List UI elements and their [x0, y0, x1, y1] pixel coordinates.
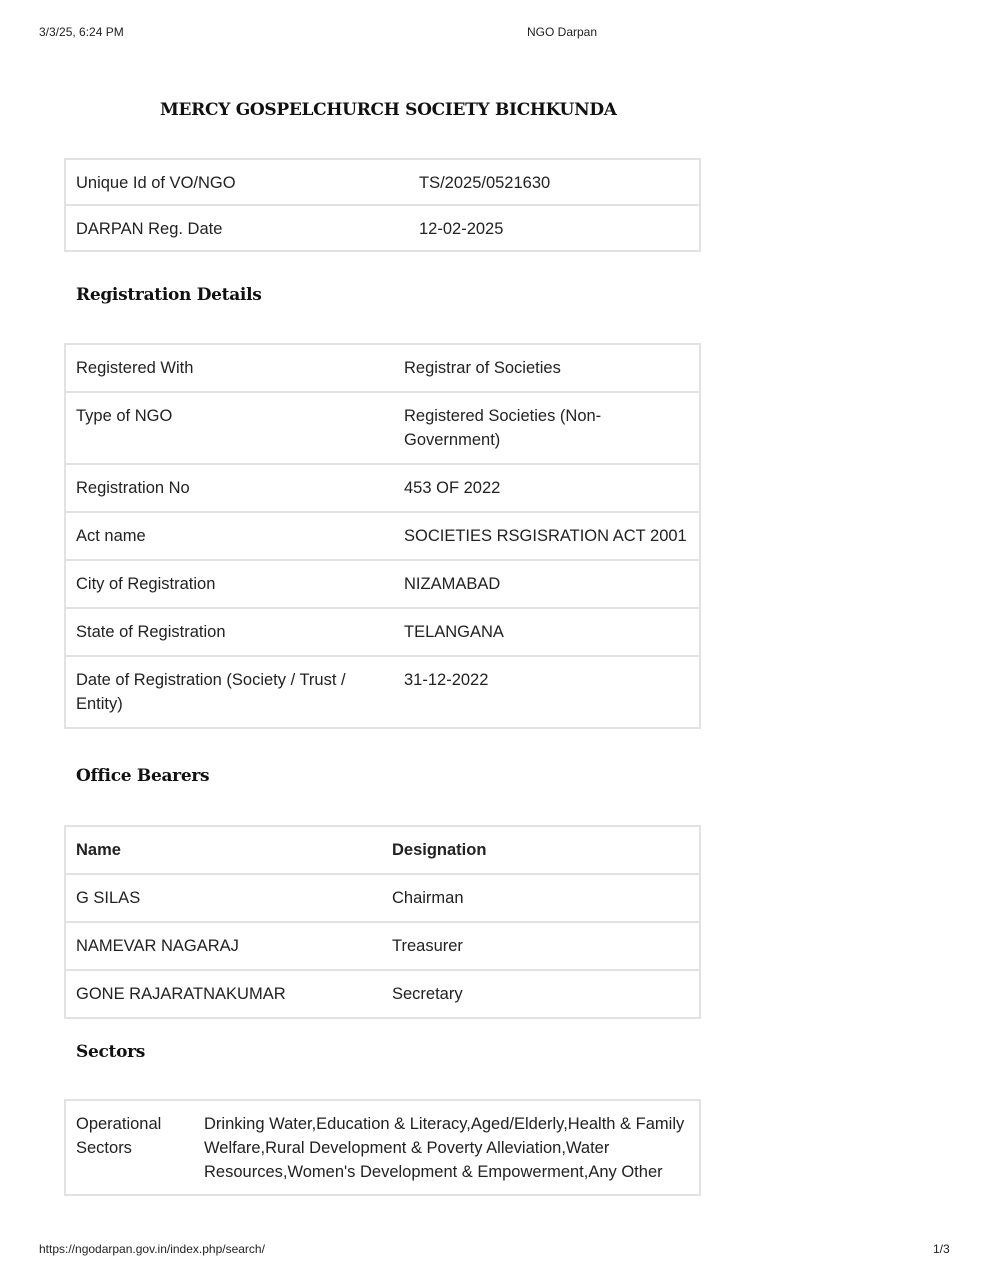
table-row [65, 970, 700, 1018]
table-row [65, 608, 700, 656]
field-label: Registered With [65, 344, 394, 392]
org-name-title: MERCY GOSPELCHURCH SOCIETY BICHKUNDA [160, 100, 617, 120]
summary-label: Unique Id of VO/NGO [65, 159, 409, 205]
summary-value: TS/2025/0521630 [409, 159, 700, 205]
table-row [65, 159, 700, 205]
registration-details-table [64, 343, 701, 729]
registration-details-heading: Registration Details [76, 285, 262, 305]
table-row [65, 560, 700, 608]
bearer-name: G SILAS [65, 874, 382, 922]
table-row [65, 464, 700, 512]
field-value: NIZAMABAD [394, 560, 700, 608]
column-header-name: Name [65, 826, 382, 874]
page-number: 1/3 [933, 1242, 950, 1256]
table-row [65, 874, 700, 922]
table-row [65, 512, 700, 560]
field-value: Registrar of Societies [394, 344, 700, 392]
summary-value: 12-02-2025 [409, 205, 700, 251]
field-label: Date of Registration (Society / Trust / Entity) [65, 656, 394, 728]
office-bearers-heading: Office Bearers [76, 766, 210, 786]
table-row [65, 1100, 700, 1195]
summary-label: DARPAN Reg. Date [65, 205, 409, 251]
table-row [65, 205, 700, 251]
field-value: Registered Societies (Non-Government) [394, 392, 700, 464]
field-label: Type of NGO [65, 392, 394, 464]
field-label: Registration No [65, 464, 394, 512]
table-row [65, 344, 700, 392]
sectors-value: Drinking Water,Education & Literacy,Aged/Elderly,Health & Family Welfare,Rural Development & Poverty Alleviation,Water Resources,Women's Development & Empowerment,Any Other [194, 1100, 700, 1195]
field-label: State of Registration [65, 608, 394, 656]
field-value: SOCIETIES RSGISRATION ACT 2001 [394, 512, 700, 560]
sectors-label: Operational Sectors [65, 1100, 194, 1195]
print-datetime: 3/3/25, 6:24 PM [39, 25, 124, 39]
bearer-name: GONE RAJARATNAKUMAR [65, 970, 382, 1018]
table-row [65, 656, 700, 728]
field-value: TELANGANA [394, 608, 700, 656]
sectors-heading: Sectors [76, 1042, 146, 1062]
table-header-row [65, 826, 700, 874]
bearer-designation: Chairman [382, 874, 700, 922]
column-header-designation: Designation [382, 826, 700, 874]
summary-table [64, 158, 701, 252]
table-row [65, 392, 700, 464]
field-label: Act name [65, 512, 394, 560]
table-row [65, 922, 700, 970]
print-url: https://ngodarpan.gov.in/index.php/search/ [39, 1242, 265, 1256]
bearer-designation: Secretary [382, 970, 700, 1018]
field-value: 453 OF 2022 [394, 464, 700, 512]
field-label: City of Registration [65, 560, 394, 608]
office-bearers-table [64, 825, 701, 1019]
print-page-title: NGO Darpan [527, 25, 598, 39]
bearer-name: NAMEVAR NAGARAJ [65, 922, 382, 970]
sectors-table [64, 1099, 701, 1196]
field-value: 31-12-2022 [394, 656, 700, 728]
bearer-designation: Treasurer [382, 922, 700, 970]
